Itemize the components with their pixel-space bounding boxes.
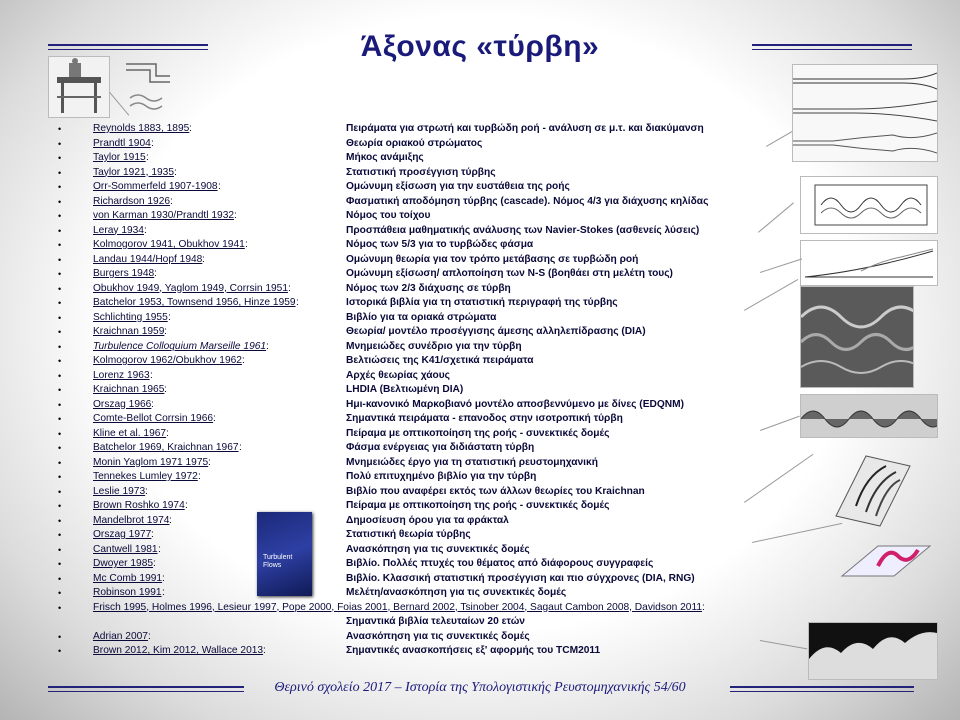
reference-separator: : (208, 456, 211, 468)
bullet-icon: • (58, 211, 62, 221)
description: Ομώνυμη εξίσωση για την ευστάθεια της ροής (346, 181, 570, 192)
reference-link[interactable]: Batchelor 1953, Townsend 1956, Hinze 1959 (93, 297, 296, 308)
description: Θεωρία/ μοντέλο προσέγγισης άμεσης αλληλεπίδρασης (DIA) (346, 326, 646, 337)
reference-separator: : (169, 514, 172, 526)
bullet-icon: • (58, 356, 62, 366)
reference-link[interactable]: Kline et al. 1967 (93, 427, 167, 439)
description: Μνημειώδες συνέδριο για την τύρβη (346, 340, 522, 352)
description: Ημι-κανονικό Μαρκοβιανό μοντέλο αποσβεννύμενο με δίνες (EDQNM) (346, 398, 685, 410)
reference-separator: : (148, 630, 151, 642)
leader-line (760, 416, 800, 431)
reference-link[interactable]: Robinson 1991 (93, 587, 162, 598)
description: Πείραμα με οπτικοποίηση της ροής - συνεκτικές δομές (346, 427, 610, 439)
description: Βιβλίο για τα οριακά στρώματα (346, 311, 497, 323)
reference-separator: : (150, 369, 153, 381)
bullet-icon: • (58, 327, 62, 337)
reference-separator: : (218, 181, 221, 192)
leader-line (744, 454, 813, 503)
reference-separator: : (151, 137, 154, 149)
bullet-icon: • (58, 573, 62, 584)
reference-separator: : (162, 587, 165, 598)
reference-link[interactable]: Prandtl 1904 (93, 137, 151, 149)
title-rule-left-thin (48, 49, 208, 50)
book-cover-title: Turbulent Flows (263, 554, 293, 569)
bullet-icon: • (58, 370, 62, 381)
reference-link[interactable]: Orszag 1977 (93, 529, 152, 540)
description: Σημαντικά πειράματα - επανοδος στην ισοτροπική τύρβη (346, 413, 623, 424)
description: Αρχές θεωρίας χάους (346, 369, 450, 381)
bullet-icon: • (58, 167, 62, 178)
reference-separator: : (153, 558, 156, 569)
description: Φάσμα ενέργειας για διδιάστατη τύρβη (346, 442, 535, 453)
reference-separator: : (174, 166, 177, 178)
reference-link[interactable]: von Karman 1930/Prandtl 1932 (93, 210, 235, 221)
reference-link[interactable]: Frisch 1995, Holmes 1996, Lesieur 1997, Pope 2000, Foias 2001, Bernard 2002, Tsinober 2004, Sagaut Cambon 2008, Davidson 2011 (93, 601, 703, 613)
bullet-icon: • (58, 225, 62, 236)
hairpin-vortex-image (838, 536, 934, 586)
reference-separator: : (266, 340, 269, 352)
description: Ανασκόπηση για τις συνεκτικές δομές (346, 543, 530, 555)
description: Προσπάθεια μαθηματικής ανάλυσης των Navier-Stokes (ασθενείς λύσεις) (346, 224, 700, 236)
bullet-icon: • (58, 486, 62, 497)
reference-separator: : (296, 297, 299, 308)
description: Νόμος του τοίχου (346, 210, 431, 221)
bullet-icon: • (58, 283, 62, 294)
reference-separator: : (198, 471, 201, 482)
reference-link[interactable]: Mc Comb 1991 (93, 572, 163, 584)
description: Φασματική αποδόμηση τύρβης (cascade). Νόμος 4/3 για διάχυσης κηλίδας (346, 195, 709, 207)
leader-line (760, 258, 802, 273)
leader-line (760, 640, 807, 649)
reference-link[interactable]: Brown 2012, Kim 2012, Wallace 2013 (93, 645, 264, 656)
reference-link[interactable]: Taylor 1915 (93, 152, 146, 163)
title-rule-right (752, 44, 912, 46)
bullet-icon: • (58, 298, 62, 308)
bullet-icon: • (58, 153, 62, 163)
vortex-structures-image (826, 446, 920, 534)
reference-link[interactable]: Kraichnan 1965 (93, 384, 165, 395)
description: Ανασκόπηση για τις συνεκτικές δομές (346, 630, 530, 642)
reference-separator: : (145, 485, 148, 497)
bullet-icon: • (58, 124, 62, 134)
description: Νόμος των 5/3 για το τυρβώδες φάσμα (346, 239, 534, 250)
bullet-icon: • (58, 530, 62, 540)
description: Σημαντικές ανασκοπήσεις εξ' αφορμής του TCM2011 (346, 645, 601, 656)
bullet-icon: • (58, 269, 62, 279)
bullet-icon: • (58, 341, 62, 352)
description: Βιβλίο που αναφέρει εκτός των άλλων θεωρίες του Kraichnan (346, 485, 645, 497)
bullet-icon: • (58, 631, 62, 642)
description: Θεωρία οριακού στρώματος (346, 137, 483, 149)
title-rule-left (48, 44, 208, 46)
reference-separator: : (263, 645, 266, 656)
bullet-icon: • (58, 414, 62, 424)
reference-link[interactable]: Reynolds 1883, 1895 (93, 123, 190, 134)
reference-link[interactable]: Dwoyer 1985 (93, 558, 154, 569)
description: Ομώνυμη εξίσωση/ απλοποίηση των N-S (βοηθάει στη μελέτη τους) (346, 268, 673, 279)
leader-line (766, 131, 792, 147)
reference-link[interactable]: Comte-Bellot Corrsin 1966 (93, 413, 214, 424)
description: Ιστορικά βιβλία για τη στατιστική περιγραφή της τύρβης (346, 297, 618, 308)
reference-separator: : (151, 398, 154, 410)
bullet-icon: • (58, 602, 62, 613)
reference-separator: : (185, 500, 188, 511)
reference-separator: : (168, 311, 171, 323)
reference-link[interactable]: Orszag 1966 (93, 398, 152, 410)
bullet-icon: • (58, 196, 62, 207)
description: Σημαντικά βιβλία τελευταίων 20 ετών (346, 616, 525, 627)
description: Πείραμα με οπτικοποίηση της ροής - συνεκτικές δομές (346, 500, 610, 511)
bullet-icon: • (58, 399, 62, 410)
description: Μελέτη/ανασκόπηση για τις συνεκτικές δομές (346, 587, 567, 598)
reference-separator: : (158, 543, 161, 555)
bullet-icon: • (58, 501, 62, 511)
bullet-icon: • (58, 385, 62, 395)
jet-flow-image (792, 64, 938, 162)
description: Πολύ επιτυχημένο βιβλίο για την τύρβη (346, 471, 537, 482)
bullet-icon: • (58, 312, 62, 323)
reference-separator: : (151, 529, 154, 540)
reference-link[interactable]: Mandelbrot 1974 (93, 514, 170, 526)
reference-link[interactable]: Batchelor 1969, Kraichnan 1967 (93, 442, 239, 453)
description: Ομώνυμη θεωρία για τον τρόπο μετάβασης σε τυρβώδη ροή (346, 253, 639, 265)
reference-separator: : (234, 210, 237, 221)
description: Πειράματα για στρωτή και τυρβώδη ροή - ανάλυση σε μ.τ. και διακύμανση (346, 123, 704, 134)
reference-separator: : (164, 384, 167, 395)
description: Βελτιώσεις της K41/σχετικά πειράματα (346, 355, 534, 366)
reference-separator: : (166, 427, 169, 439)
transition-diagram-image (800, 176, 938, 234)
reference-separator: : (242, 355, 245, 366)
turbulent-flows-book-cover (257, 512, 312, 596)
reference-link[interactable]: Richardson 1926 (93, 195, 171, 207)
reference-link[interactable]: Lorenz 1963 (93, 369, 150, 381)
reference-link[interactable]: Tennekes Lumley 1972 (93, 471, 198, 482)
bullet-icon: • (58, 428, 62, 439)
bullet-icon: • (58, 588, 62, 598)
reference-separator: : (170, 195, 173, 207)
title-rule-right-thin (752, 49, 912, 50)
bullet-icon: • (58, 559, 62, 569)
reference-separator: : (239, 442, 242, 453)
reference-separator: : (164, 326, 167, 337)
description: Στατιστική θεωρία τύρβης (346, 529, 471, 540)
reference-separator: : (245, 239, 248, 250)
description: Μήκος ανάμιξης (346, 152, 424, 163)
description: Νόμος των 2/3 διάχυσης σε τύρβη (346, 282, 511, 294)
description: Δημοσίευση όρου για τα φράκταλ (346, 514, 509, 526)
reference-link[interactable]: Adrian 2007 (93, 630, 148, 642)
description: Στατιστική προσέγγιση τύρβης (346, 166, 496, 178)
leader-line (744, 279, 798, 311)
bullet-icon: • (58, 646, 62, 656)
reference-link[interactable]: Landau 1944/Hopf 1948 (93, 253, 203, 265)
reynolds-apparatus-image (48, 56, 110, 118)
reference-link[interactable]: Cantwell 1981 (93, 543, 158, 555)
description: LHDIA (Βελτιωμένη DIA) (346, 384, 464, 395)
reference-separator: : (189, 123, 192, 134)
leader-line (758, 202, 794, 232)
reference-separator: : (146, 152, 149, 163)
reference-link[interactable]: Kraichnan 1959 (93, 326, 165, 337)
slide-title: Άξονας «τύρβη» (360, 30, 600, 63)
bullet-icon: • (58, 182, 62, 192)
reference-link[interactable]: Orr-Sommerfeld 1907-1908 (93, 181, 218, 192)
bullet-icon: • (58, 254, 62, 265)
wall-turbulence-image (808, 622, 938, 680)
reference-link[interactable]: Obukhov 1949, Yaglom 1949, Corrsin 1951 (93, 282, 289, 294)
bullet-icon: • (58, 472, 62, 482)
bullet-icon: • (58, 443, 62, 453)
mixing-layer-image (800, 394, 938, 438)
bullet-icon: • (58, 138, 62, 149)
reference-separator: : (213, 413, 216, 424)
reference-link[interactable]: Brown Roshko 1974 (93, 500, 185, 511)
description: Μνημειώδες έργο για τη στατιστική ρευστομηχανική (346, 456, 598, 468)
reference-separator: : (162, 572, 165, 584)
reference-separator: : (288, 282, 291, 294)
bullet-icon: • (58, 515, 62, 526)
reference-link[interactable]: Kolmogorov 1941, Obukhov 1941 (93, 239, 245, 250)
boundary-layer-transition-image (800, 240, 938, 286)
pipe-flow-sketch-image (122, 56, 174, 116)
description: Βιβλίο. Πολλές πτυχές του θέματος από διάφορους συγγραφείς (346, 558, 654, 569)
slide-footer: Θερινό σχολείο 2017 – Ιστορία της Υπολογιστικής Ρευστομηχανικής 54/60 (274, 680, 686, 695)
reference-link[interactable]: Burgers 1948 (93, 268, 155, 279)
description: Βιβλίο. Κλασσική στατιστική προσέγγιση και πιο σύγχρονες (DIA, RNG) (346, 572, 695, 584)
reference-link[interactable]: Kolmogorov 1962/Obukhov 1962 (93, 355, 242, 366)
reference-link[interactable]: Leray 1934 (93, 224, 144, 236)
reference-separator: : (144, 224, 147, 236)
reference-separator: : (702, 601, 705, 613)
reference-link[interactable]: Schlichting 1955 (93, 311, 168, 323)
reference-link[interactable]: Monin Yaglom 1971 1975 (93, 456, 209, 468)
reference-link[interactable]: Taylor 1921, 1935 (93, 166, 174, 178)
reference-link[interactable]: Leslie 1973 (93, 485, 146, 497)
reference-link[interactable]: Turbulence Colloquium Marseille 1961 (93, 340, 267, 352)
reference-separator: : (154, 268, 157, 279)
bullet-icon: • (58, 240, 62, 250)
bullet-icon: • (58, 544, 62, 555)
bullet-icon: • (58, 457, 62, 468)
turbulent-flow-photo (800, 286, 914, 388)
reference-separator: : (202, 253, 205, 265)
